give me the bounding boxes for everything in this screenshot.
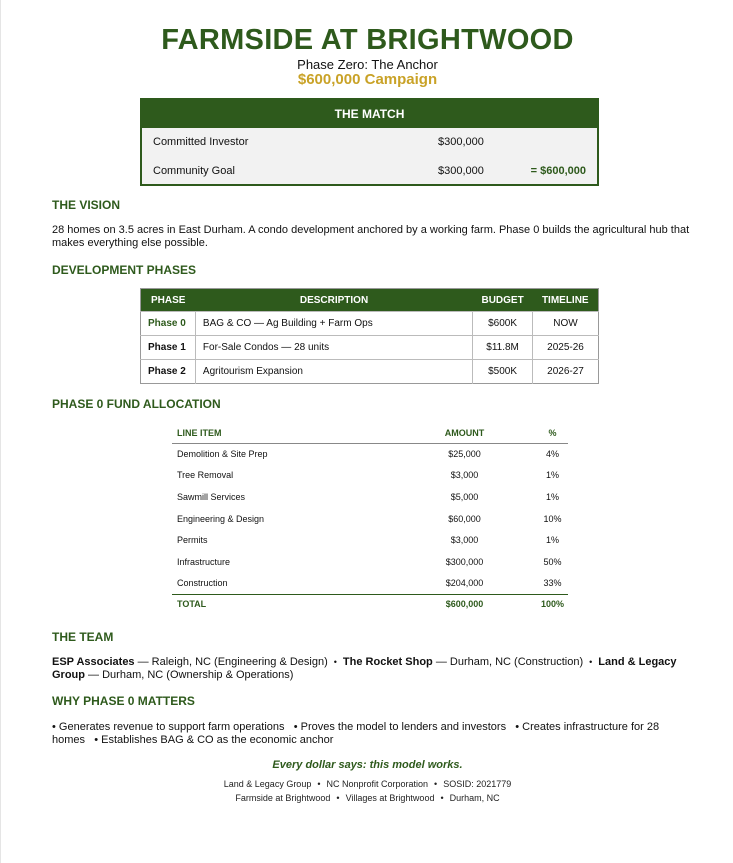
phase-cell: Phase 2 xyxy=(141,360,196,384)
why-bullets xyxy=(52,721,662,747)
amount-cell: $3,000 xyxy=(450,470,479,481)
percent-cell: 1% xyxy=(545,535,559,546)
amount-cell: $204,000 xyxy=(445,578,484,589)
amount-cell: $3,000 xyxy=(450,535,479,546)
why-heading: WHY PHASE 0 MATTERS xyxy=(52,694,195,708)
match-amount: $300,000 xyxy=(438,165,484,177)
table-row xyxy=(141,360,599,384)
separator-dot: • xyxy=(333,657,337,667)
phase-cell: Phase 1 xyxy=(141,336,196,360)
column-header: BUDGET xyxy=(473,289,533,312)
phases-heading: DEVELOPMENT PHASES xyxy=(52,263,197,277)
line-item-cell: Infrastructure xyxy=(177,556,231,567)
footer-item: Farmside at Brightwood xyxy=(235,793,331,803)
column-header: AMOUNT xyxy=(392,423,537,443)
team-member-name: ESP Associates xyxy=(52,656,135,668)
column-header: PHASE xyxy=(141,289,196,312)
match-heading: THE MATCH xyxy=(142,100,597,128)
footer-item: NC Nonprofit Corporation xyxy=(326,779,429,789)
budget-cell: $11.8M xyxy=(473,336,533,360)
line-item-cell: Permits xyxy=(177,535,208,546)
footer-item: SOSID: 2021779 xyxy=(443,779,512,789)
column-header: DESCRIPTION xyxy=(195,289,472,312)
line-item-cell: Sawmill Services xyxy=(177,491,246,502)
table-row xyxy=(172,443,568,465)
table-row xyxy=(141,312,599,336)
allocation-heading: PHASE 0 FUND ALLOCATION xyxy=(52,397,221,411)
why-bullet: • Proves the model to lenders and investors xyxy=(293,721,507,733)
timeline-cell: NOW xyxy=(533,312,599,336)
percent-cell: 33% xyxy=(543,578,562,589)
allocation-header-row xyxy=(172,423,568,443)
table-row xyxy=(172,551,568,573)
separator-dot: • xyxy=(434,779,438,789)
allocation-table xyxy=(172,423,568,614)
footer-line-1 xyxy=(1,779,733,789)
match-amount: $300,000 xyxy=(438,136,484,148)
timeline-cell: 2025-26 xyxy=(533,336,599,360)
table-row xyxy=(172,573,568,595)
phases-header-row xyxy=(141,289,599,312)
description-cell: For-Sale Condos — 28 units xyxy=(195,336,472,360)
team-member-detail: — Durham, NC (Construction) xyxy=(432,656,584,668)
total-percent: 100% xyxy=(537,594,568,614)
separator-dot: • xyxy=(589,657,593,667)
total-amount: $600,000 xyxy=(392,594,537,614)
column-header: TIMELINE xyxy=(533,289,599,312)
line-item-cell: Engineering & Design xyxy=(177,513,265,524)
total-label: TOTAL xyxy=(172,594,392,614)
team-member-detail: — Durham, NC (Ownership & Operations) xyxy=(85,669,294,681)
description-cell: BAG & CO — Ag Building + Farm Ops xyxy=(195,312,472,336)
separator-dot: • xyxy=(440,793,444,803)
match-label: Committed Investor xyxy=(153,136,249,148)
footer-item: Villages at Brightwood xyxy=(345,793,435,803)
team-member-name: The Rocket Shop xyxy=(342,656,433,668)
separator-dot: • xyxy=(317,779,321,789)
match-row xyxy=(142,128,597,157)
match-box xyxy=(140,98,599,186)
total-row xyxy=(172,594,568,614)
why-bullet: • Creates infrastructure for 28 homes xyxy=(52,721,660,746)
vision-heading: THE VISION xyxy=(52,198,121,212)
timeline-cell: 2026-27 xyxy=(533,360,599,384)
why-bullet: • Generates revenue to support farm operations xyxy=(52,721,285,733)
phases-table xyxy=(140,288,599,384)
column-header: LINE ITEM xyxy=(172,423,392,443)
percent-cell: 1% xyxy=(545,470,559,481)
team-member-detail: — Raleigh, NC (Engineering & Design) xyxy=(134,656,328,668)
table-row xyxy=(172,486,568,508)
line-item-cell: Demolition & Site Prep xyxy=(177,449,268,460)
budget-cell: $600K xyxy=(473,312,533,336)
table-row xyxy=(172,529,568,551)
team-heading: THE TEAM xyxy=(52,630,114,644)
amount-cell: $60,000 xyxy=(448,513,481,524)
page-subtitle: Phase Zero: The Anchor xyxy=(297,57,438,72)
percent-cell: 1% xyxy=(545,491,559,502)
amount-cell: $5,000 xyxy=(450,491,479,502)
budget-cell: $500K xyxy=(473,360,533,384)
amount-cell: $25,000 xyxy=(448,449,481,460)
why-bullet: • Establishes BAG & CO as the economic anchor xyxy=(94,734,334,746)
campaign-amount: $600,000 Campaign xyxy=(297,71,438,88)
team-list xyxy=(52,656,692,682)
page-title: FARMSIDE AT BRIGHTWOOD xyxy=(161,24,574,56)
separator-dot: • xyxy=(336,793,340,803)
description-cell: Agritourism Expansion xyxy=(195,360,472,384)
footer-item: Land & Legacy Group xyxy=(223,779,312,789)
table-row xyxy=(141,336,599,360)
footer-line-2 xyxy=(1,793,733,803)
percent-cell: 4% xyxy=(545,449,559,460)
team-member-name: Land & Legacy Group xyxy=(52,656,677,681)
tagline: Every dollar says: this model works. xyxy=(272,759,463,771)
match-row xyxy=(142,157,597,186)
match-label: Community Goal xyxy=(153,165,235,177)
percent-cell: 50% xyxy=(543,556,562,567)
match-total: = $600,000 xyxy=(530,165,586,177)
footer-item: Durham, NC xyxy=(449,793,500,803)
vision-text: 28 homes on 3.5 acres in East Durham. A condo development anchored by a working farm. Phase 0 builds the agricultural hub that makes everything else possible. xyxy=(52,224,690,249)
amount-cell: $300,000 xyxy=(445,556,484,567)
phase-cell: Phase 0 xyxy=(141,312,196,336)
percent-cell: 10% xyxy=(543,513,562,524)
table-row xyxy=(172,465,568,487)
column-header: % xyxy=(537,423,568,443)
table-row xyxy=(172,508,568,530)
line-item-cell: Tree Removal xyxy=(177,470,234,481)
line-item-cell: Construction xyxy=(177,578,228,589)
